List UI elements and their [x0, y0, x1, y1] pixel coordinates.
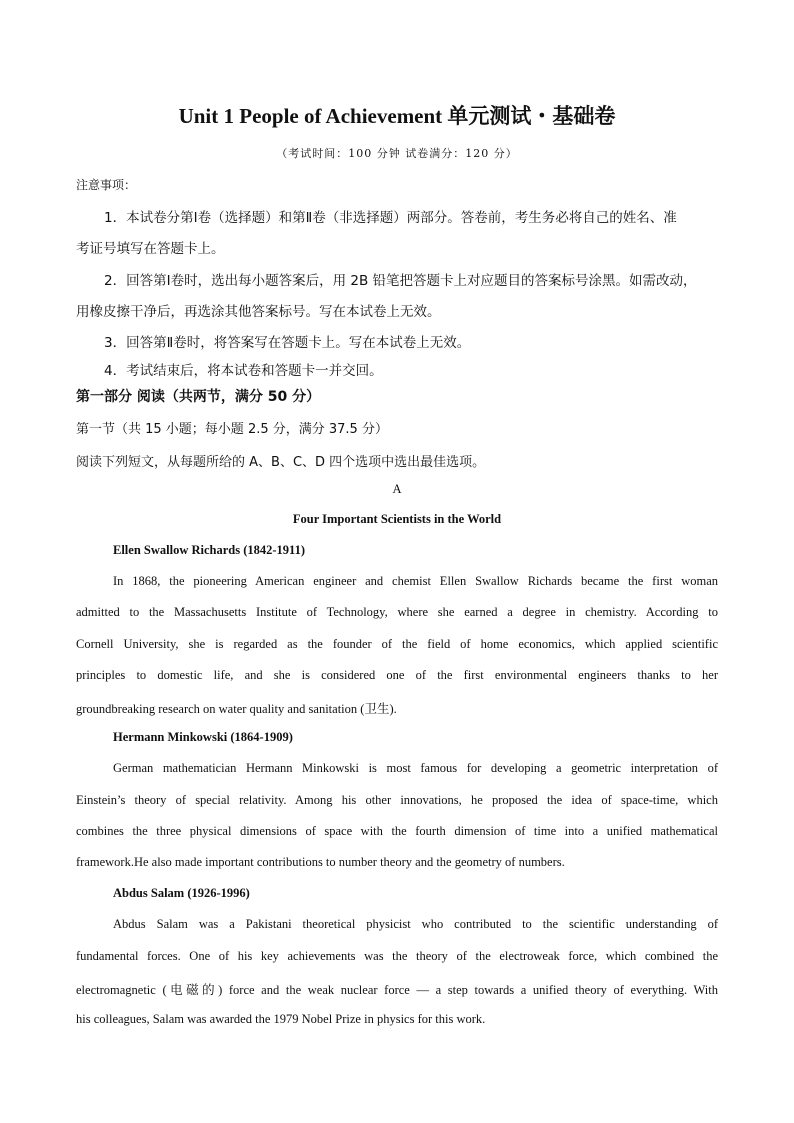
- notice-item-1-line-2: 考证号填写在答题卡上。: [76, 241, 225, 257]
- scientist-2-paragraph-line: Einstein’s theory of special relativity. Among his other innovations, he proposed the idea of space-time, which: [76, 793, 718, 807]
- section-one-heading: 第一节（共 15 小题；每小题 2.5 分，满分 37.5 分）: [76, 422, 388, 437]
- notice-heading: 注意事项：: [76, 178, 137, 192]
- scientist-3-paragraph-line: electromagnetic (电磁的) force and the weak nuclear force — a step towards a unified theory of everything. With: [76, 983, 718, 997]
- scientist-3-paragraph-line: Abdus Salam was a Pakistani theoretical physicist who contributed to the scientific understanding of: [113, 917, 718, 931]
- scientist-3-paragraph-line: fundamental forces. One of his key achievements was the theory of the electroweak force, which combined the: [76, 949, 718, 963]
- passage-title: Four Important Scientists in the World: [292, 512, 502, 526]
- scientist-3-paragraph-line: his colleagues, Salam was awarded the 1979 Nobel Prize in physics for this work.: [76, 1012, 486, 1026]
- notice-item-2-line-2: 用橡皮擦干净后，再选涂其他答案标号。写在本试卷上无效。: [76, 304, 441, 320]
- passage-label: A: [392, 482, 402, 496]
- scientist-1-paragraph-line: principles to domestic life, and she is considered one of the first environmental engineers thanks to her: [76, 668, 718, 682]
- exam-time-info: （考试时间：100 分钟 试卷满分：120 分）: [276, 147, 518, 160]
- scientist-1-paragraph-line: Cornell University, she is regarded as the founder of the field of home economics, which applied scientific: [76, 637, 718, 651]
- scientist-1-paragraph-line: In 1868, the pioneering American engineer and chemist Ellen Swallow Richards became the first woman: [113, 574, 718, 588]
- scientist-2-paragraph-line: combines the three physical dimensions of space with the fourth dimension of time into a unified mathematical: [76, 824, 718, 838]
- scientist-2-name: Hermann Minkowski (1864-1909): [113, 730, 293, 744]
- scientist-1-name: Ellen Swallow Richards (1842-1911): [113, 543, 306, 557]
- notice-item-2-line-1: 2．回答第Ⅰ卷时，选出每小题答案后，用 2B 铅笔把答题卡上对应题目的答案标号涂黑。如需改动，: [104, 273, 697, 289]
- scientist-3-name: Abdus Salam (1926-1996): [113, 886, 250, 900]
- notice-item-3: 3．回答第Ⅱ卷时，将答案写在答题卡上。写在本试卷上无效。: [104, 335, 471, 351]
- reading-instruction: 阅读下列短文，从每题所给的 A、B、C、D 四个选项中选出最佳选项。: [76, 455, 486, 470]
- scientist-2-paragraph-line: German mathematician Hermann Minkowski is most famous for developing a geometric interpretation of: [113, 761, 718, 775]
- part-one-heading: 第一部分 阅读（共两节，满分 50 分）: [76, 389, 321, 405]
- scientist-1-paragraph-line: groundbreaking research on water quality and sanitation (卫生).: [76, 702, 397, 716]
- notice-item-1-line-1: 1．本试卷分第Ⅰ卷（选择题）和第Ⅱ卷（非选择题）两部分。答卷前，考生务必将自己的姓名、准: [104, 210, 677, 226]
- notice-item-4: 4．考试结束后，将本试卷和答题卡一并交回。: [104, 363, 383, 379]
- page-title: Unit 1 People of Achievement 单元测试・基础卷: [178, 104, 616, 128]
- scientist-2-paragraph-line: framework.He also made important contributions to number theory and the geometry of numbers.: [76, 855, 565, 869]
- scientist-1-paragraph-line: admitted to the Massachusetts Institute of Technology, where she earned a degree in chemistry. According to: [76, 605, 718, 619]
